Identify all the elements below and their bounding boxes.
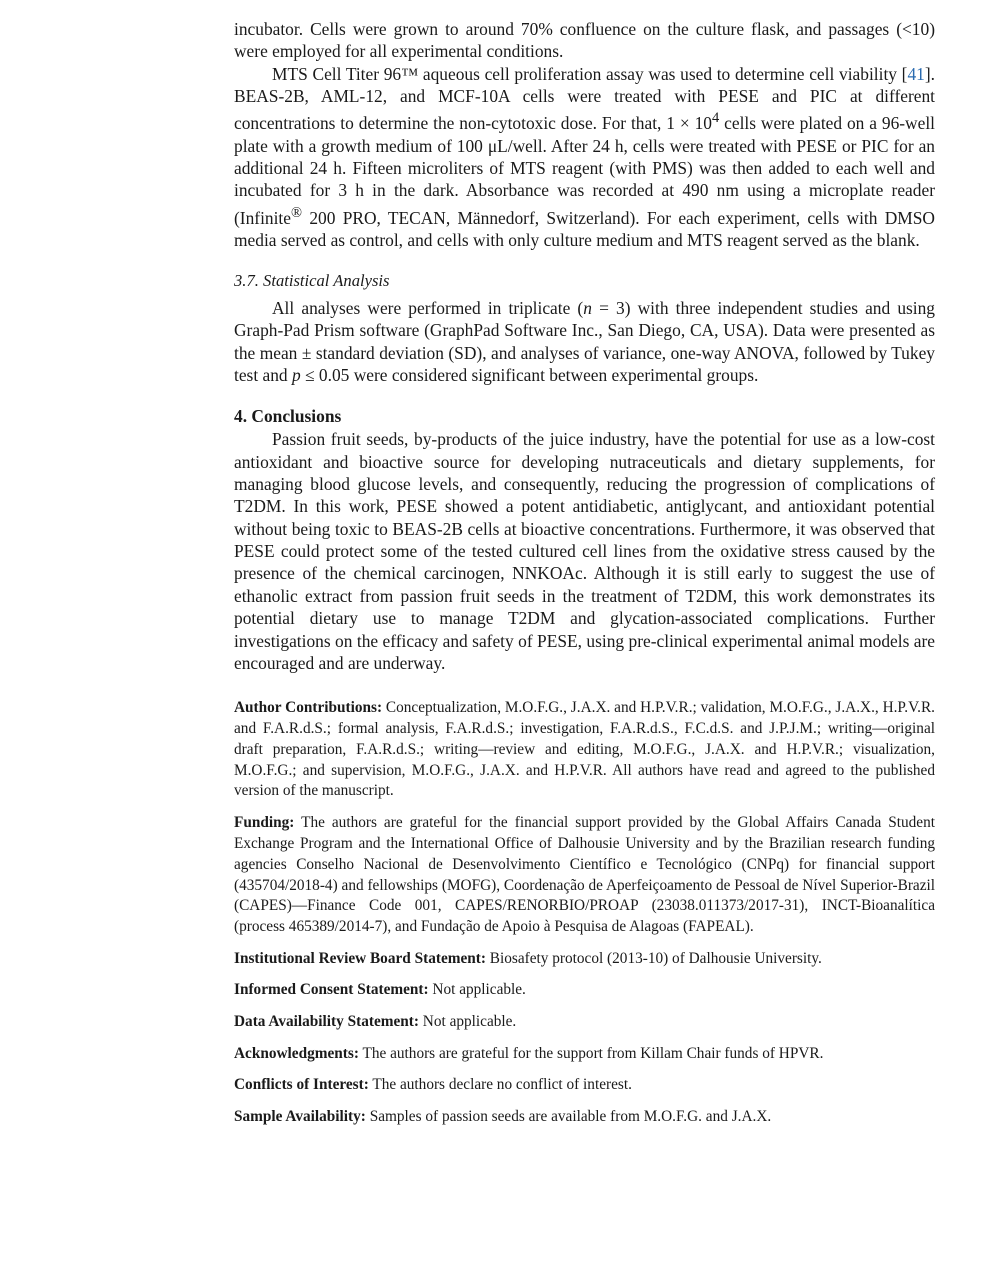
acknowledgments-label: Acknowledgments: [234, 1044, 359, 1062]
section-4-heading: 4. Conclusions [234, 406, 342, 427]
exponent-superscript: 4 [711, 110, 720, 127]
stats-text-2: = 3) with three independent studies and using Graph-Pad Prism software (GraphPad Software Inc., San Diego, CA, USA). Data were presented as the mean ± standard deviation (SD), and analyses of variance, one-way ANOVA, followed by Tukey test and [234, 298, 936, 386]
stats-text-1: All analyses were performed in triplicate ( [272, 298, 584, 319]
informed-consent-statement [234, 980, 935, 1001]
funding-statement [234, 813, 935, 938]
acknowledgments [234, 1044, 935, 1065]
irb-text: Biosafety protocol (2013-10) of Dalhousie University. [489, 949, 822, 967]
author-contributions-text: Conceptualization, M.O.F.G., J.A.X. and H.P.V.R.; validation, M.O.F.G., J.A.X., H.P.V.R. and F.A.R.d.S.; formal analysis, F.A.R.d.S.; investigation, F.A.R.d.S., F.C.d.S. and J.P.J.M.; writing—original draft preparation, F.A.R.d.S.; writing—review and editing, M.O.F.G., J.A.X. and H.P.V.R.; visualization, M.O.F.G.; and supervision, M.O.F.G., J.A.X. and H.P.V.R. All authors have read and agreed to the published version of the manuscript. [234, 699, 935, 800]
funding-label: Funding: [234, 814, 295, 832]
citation-link[interactable]: 41 [907, 63, 925, 84]
section-3-7-heading: 3.7. Statistical Analysis [234, 271, 390, 291]
conflicts-label: Conflicts of Interest: [234, 1076, 369, 1094]
author-contributions [234, 698, 935, 802]
n-variable: n [583, 298, 592, 319]
conflicts-text: The authors declare no conflict of interest. [372, 1076, 632, 1094]
informed-consent-label: Informed Consent Statement: [234, 981, 429, 999]
statistical-analysis-paragraph [234, 297, 935, 386]
data-availability-label: Data Availability Statement: [234, 1012, 419, 1030]
registered-mark: ® [290, 204, 303, 221]
stats-text-3: ≤ 0.05 were considered significant between experimental groups. [300, 365, 759, 386]
author-contributions-label: Author Contributions: [234, 699, 383, 717]
paper-page [234, 18, 935, 1128]
cell-culture-text: incubator. Cells were grown to around 70% confluence on the culture flask, and passages (<10) were employed for all experimental conditions. [234, 19, 935, 62]
irb-label: Institutional Review Board Statement: [234, 949, 486, 967]
mts-text-1: MTS Cell Titer 96™ aqueous cell proliferation assay was used to determine cell viability [ [272, 63, 908, 84]
mts-text-4: 200 PRO, TECAN, Männedorf, Switzerland). For each experiment, cells with DMSO media served as control, and cells with only culture medium and MTS reagent served as the blank. [234, 207, 935, 250]
conclusions-paragraph: Passion fruit seeds, by-products of the juice industry, have the potential for use as a low-cost antioxidant and bioactive source for developing nutraceuticals and dietary supplements, for managing blood glucose levels, and consequently, reducing the progression of complications of T2DM. In this work, PESE showed a potent antidiabetic, antiglycant, and antioxidant potential without being toxic to BEAS-2B cells at bioactive concentrations. Furthermore, it was observed that PESE could protect some of the tested cultured cell lines from the oxidative stress caused by the presence of the chemical carcinogen, NNKOAc. Although it is still early to suggest the use of ethanolic extract from passion fruit seeds in the treatment of T2DM, this work demonstrates its potential dietary use to manage T2DM and glycation-associated complications. Further investigations on the efficacy and safety of PESE, using pre-clinical experimental animal models are encouraged and are underway. [234, 429, 935, 673]
sample-availability-label: Sample Availability: [234, 1107, 366, 1125]
irb-statement [234, 949, 935, 970]
sample-availability [234, 1107, 935, 1128]
acknowledgments-text: The authors are grateful for the support from Killam Chair funds of HPVR. [362, 1044, 824, 1062]
mts-text-3: cells were plated on a 96-well plate with a growth medium of 100 μL/well. After 24 h, cells were treated with PESE or PIC for an additional 24 h. Fifteen microliters of MTS reagent (with PMS) was then added to each well and incubated for 3 h in the dark. Absorbance was recorded at 490 nm using a microplate reader (Infinite [234, 113, 935, 228]
p-variable: p [291, 365, 301, 386]
methods-paragraph-cell-culture [234, 18, 935, 63]
data-availability-statement [234, 1012, 935, 1033]
informed-consent-text: Not applicable. [432, 981, 526, 999]
funding-text: The authors are grateful for the financial support provided by the Global Affairs Canada Student Exchange Program and the International Office of Dalhousie University and by the Brazilian research funding agencies Conselho Nacional de Desenvolvimento Científico e Tecnológico (CNPq) for financial support (435704/2018-4) and fellowships (MOFG), Coordenação de Aperfeiçoamento de Pessoal de Nível Superior-Brazil (CAPES)—Finance Code 001, CAPES/RENORBIO/PROAP (23038.011373/2017-31), INCT-Bioanalítica (process 465389/2014-7), and Fundação de Apoio à Pesquisa de Alagoas (FAPEAL). [234, 814, 935, 936]
conflicts-of-interest [234, 1075, 935, 1096]
methods-paragraph-mts-assay [234, 63, 935, 251]
sample-availability-text: Samples of passion seeds are available from M.O.F.G. and J.A.X. [369, 1107, 772, 1125]
mts-text-2: ]. BEAS-2B, AML-12, and MCF-10A cells were treated with PESE and PIC at different concentrations to determine the non-cytotoxic dose. For that, 1 × 10 [234, 63, 935, 134]
data-availability-text: Not applicable. [422, 1012, 517, 1030]
